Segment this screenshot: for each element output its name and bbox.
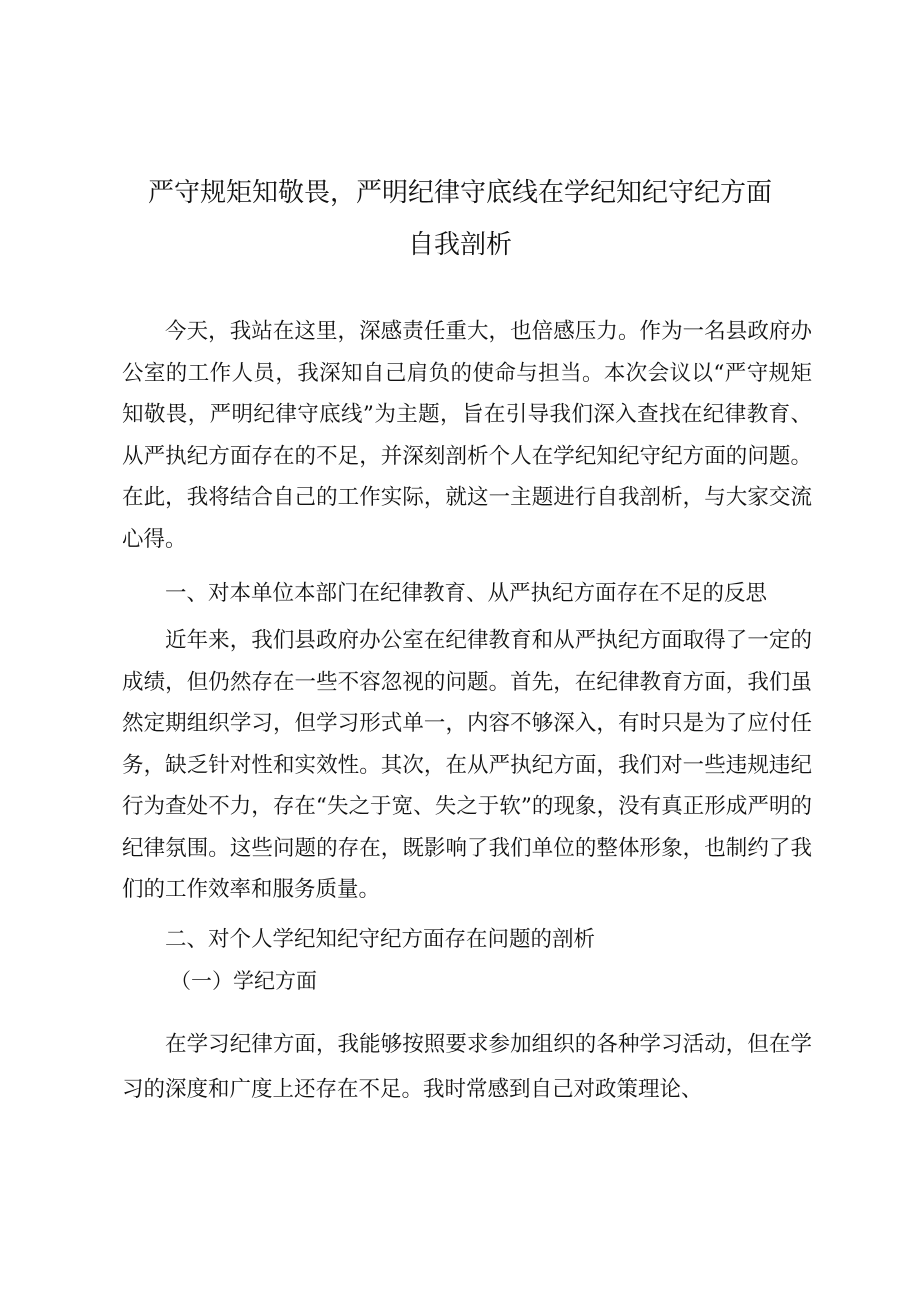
document-title-line-1: 严守规矩知敬畏，严明纪律守底线在学纪知纪守纪方面 (147, 178, 772, 208)
paragraph-subsection-1: 在学习纪律方面，我能够按照要求参加组织的各种学习活动，但在学习的深度和广度上还存在不足。我时常感到自己对政策理论、 (122, 1032, 812, 1102)
document-title-line-2: 自我剖析 (407, 230, 512, 260)
section-heading-2: 二、对个人学纪知纪守纪方面存在问题的剖析 (165, 927, 596, 952)
subsection-heading-1: （一）学纪方面 (170, 969, 317, 993)
paragraph-introduction: 今天，我站在这里，深感责任重大，也倍感压力。作为一名县政府办公室的工作人员，我深知自己肩负的使命与担当。本次会议以“严守规矩知敬畏，严明纪律守底线”为主题，旨在引导我们深入查找在纪律教育、从严执纪方面存在的不足，并深刻剖析个人在学纪知纪守纪方面的问题。在此，我将结合自己的工作实际，就这一主题进行自我剖析，与大家交流心得。 (122, 319, 812, 552)
paragraph-section-1: 近年来，我们县政府办公室在纪律教育和从严执纪方面取得了一定的成绩，但仍然存在一些不容忽视的问题。首先，在纪律教育方面，我们虽然定期组织学习，但学习形式单一，内容不够深入，有时只是为了应付任务，缺乏针对性和实效性。其次，在从严执纪方面，我们对一些违规违纪行为查处不力，存在“失之于宽、失之于软”的现象，没有真正形成严明的纪律氛围。这些问题的存在，既影响了我们单位的整体形象，也制约了我们的工作效率和服务质量。 (122, 628, 812, 902)
section-heading-1: 一、对本单位本部门在纪律教育、从严执纪方面存在不足的反思 (165, 581, 768, 606)
